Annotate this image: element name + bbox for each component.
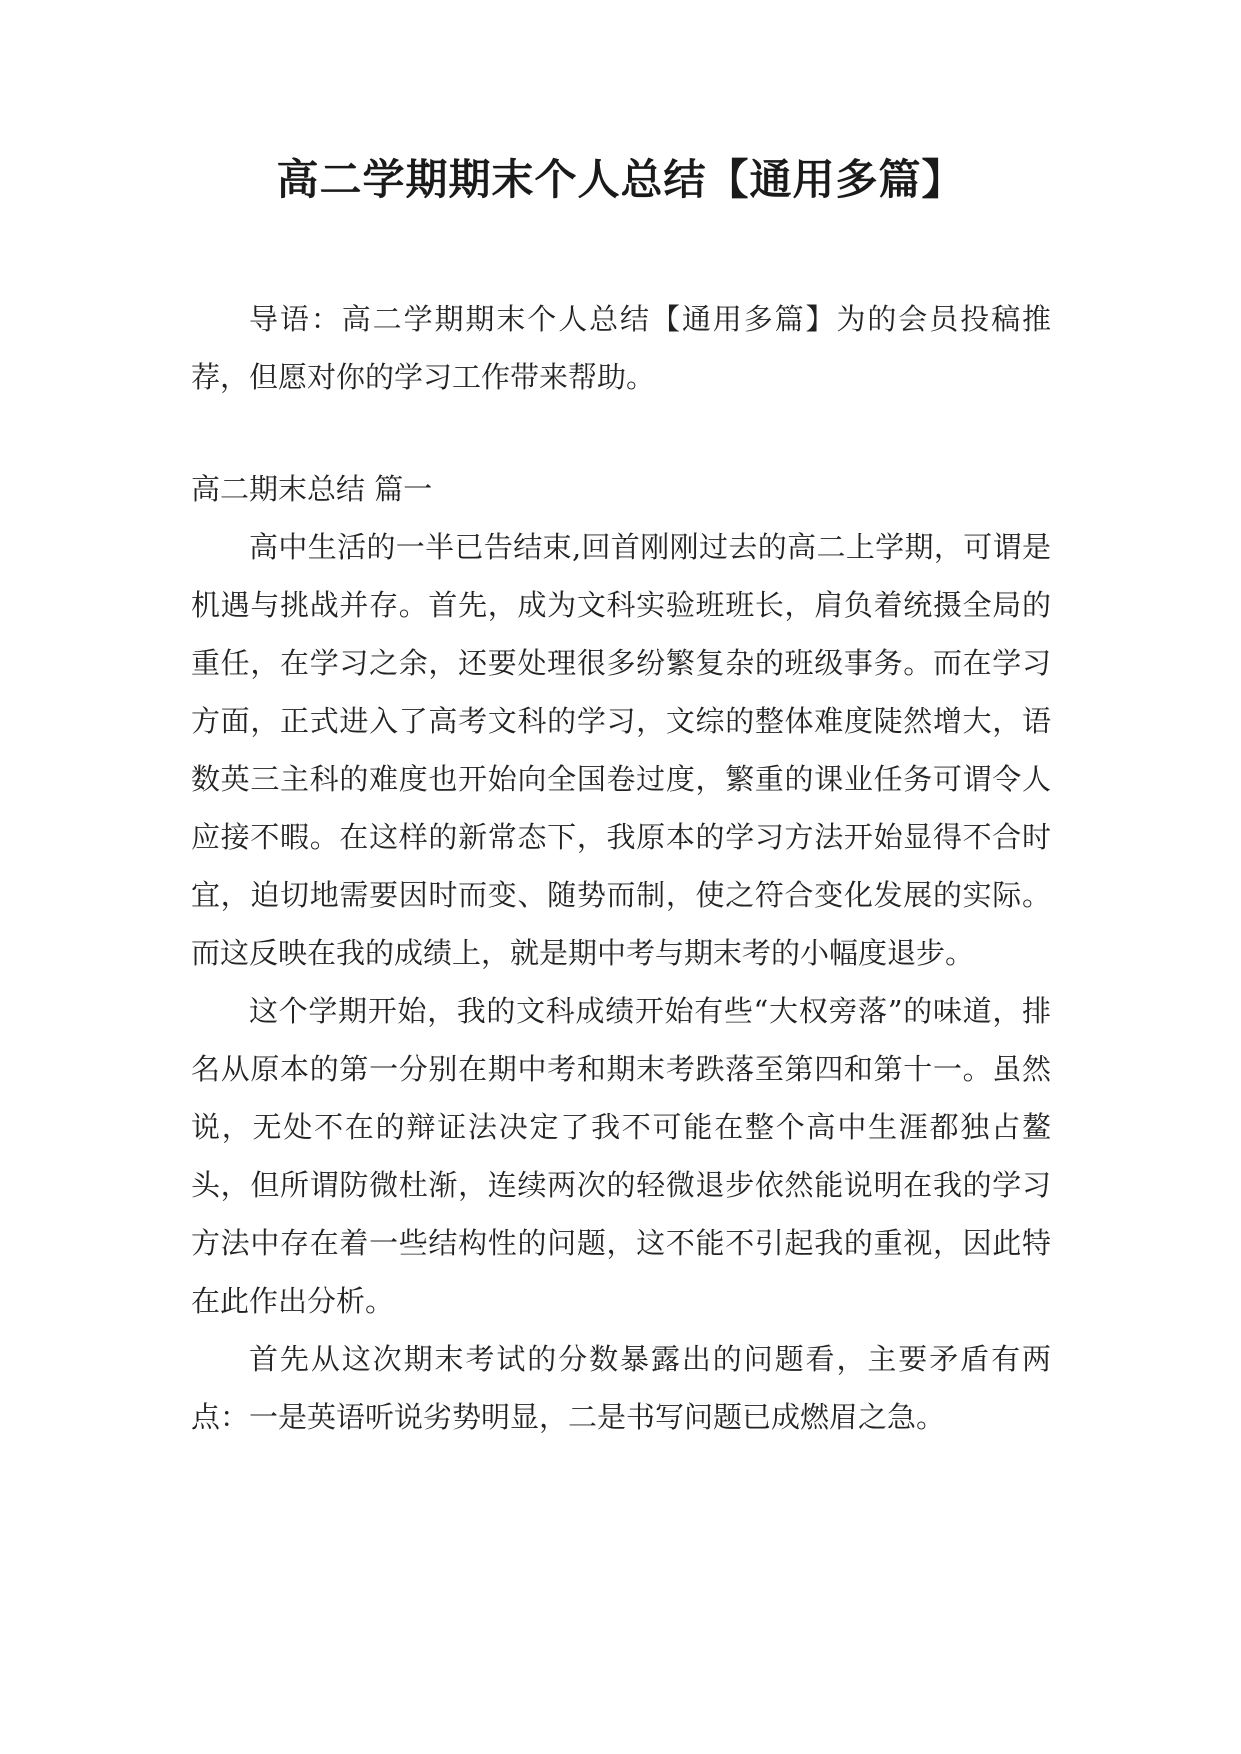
section-content [191, 518, 1051, 1446]
body-paragraph-3: 首先从这次期末考试的分数暴露出的问题看，主要矛盾有两点：一是英语听说劣势明显，二是书写问题已成燃眉之急。 [191, 1342, 1051, 1434]
section-heading: 高二期末总结 篇一 [191, 472, 433, 506]
document-title: 高二学期期末个人总结【通用多篇】 [276, 155, 965, 204]
body-paragraph-1: 高中生活的一半已告结束,回首刚刚过去的高二上学期，可谓是机遇与挑战并存。首先，成为文科实验班班长，肩负着统摄全局的重任，在学习之余，还要处理很多纷繁复杂的班级事务。而在学习方面，正式进入了高考文科的学习，文综的整体难度陡然增大，语数英三主科的难度也开始向全国卷过度，繁重的课业任务可谓令人应接不暇。在这样的新常态下，我原本的学习方法开始显得不合时宜，迫切地需要因时而变、随势而制，使之符合变化发展的实际。而这反映在我的成绩上，就是期中考与期末考的小幅度退步。 [191, 530, 1051, 970]
body-paragraph-2: 这个学期开始，我的文科成绩开始有些“大权旁落”的味道，排名从原本的第一分别在期中考和期末考跌落至第四和第十一。虽然说，无处不在的辩证法决定了我不可能在整个高中生涯都独占鳌头，但所谓防微杜渐，连续两次的轻微退步依然能说明在我的学习方法中存在着一些结构性的问题，这不能不引起我的重视，因此特在此作出分析。 [191, 994, 1051, 1318]
intro-paragraph: 导语：高二学期期末个人总结【通用多篇】为的会员投稿推荐，但愿对你的学习工作带来帮助。 [191, 302, 1051, 394]
